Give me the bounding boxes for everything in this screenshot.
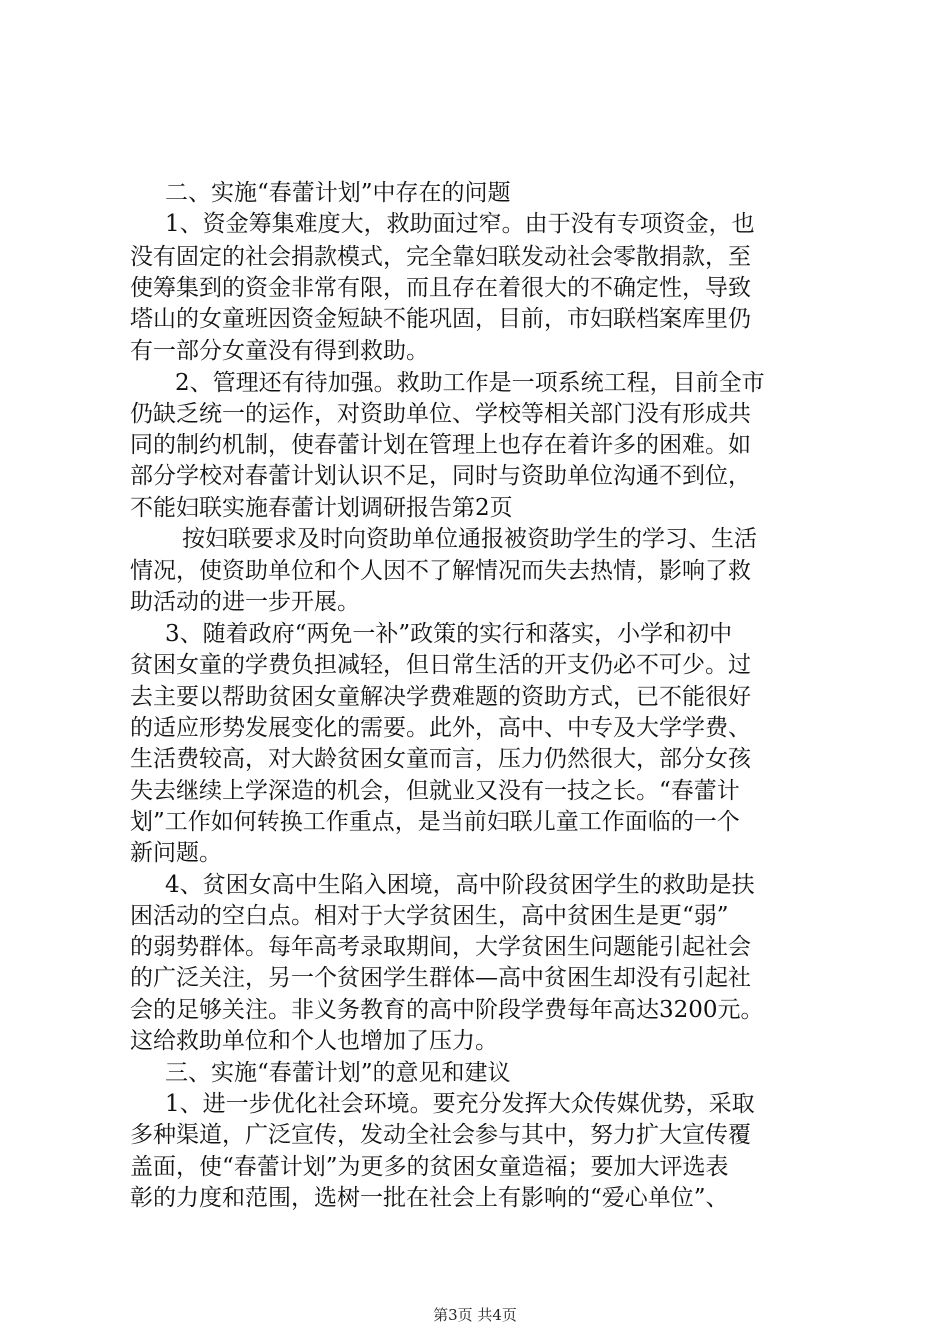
- text-line: [0, 682, 950, 712]
- text-line: [0, 178, 950, 208]
- text-line: [0, 650, 950, 680]
- text-line: [0, 1058, 950, 1088]
- text-line-content: 4、贫困女高中生陷入困境，高中阶段贫困学生的救助是扶: [165, 872, 755, 898]
- text-line-content: 生活费较高，对大龄贫困女童而言，压力仍然很大，部分女孩: [130, 746, 751, 772]
- text-line-content: 2、管理还有待加强。救助工作是一项系统工程，目前全市: [175, 370, 765, 396]
- text-line-content: 情况，使资助单位和个人因不了解情况而失去热情，影响了救: [130, 558, 751, 584]
- text-line-content: 塔山的女童班因资金短缺不能巩固，目前，市妇联档案库里仍: [130, 306, 751, 332]
- text-line: [0, 870, 950, 900]
- text-line-content: 失去继续上学深造的机会，但就业又没有一技之长。“春蕾计: [130, 778, 740, 804]
- text-line-content: 按妇联要求及时向资助单位通报被资助学生的学习、生活: [182, 526, 757, 552]
- text-line: [0, 556, 950, 586]
- text-line: [0, 932, 950, 962]
- text-line-content: 贫困女童的学费负担减轻，但日常生活的开支仍必不可少。过: [130, 652, 751, 678]
- text-line: [0, 744, 950, 774]
- text-line-content: 使筹集到的资金非常有限，而且存在着很大的不确定性，导致: [130, 275, 751, 301]
- text-line-content: 盖面，使“春蕾计划”为更多的贫困女童造福；要加大评选表: [130, 1154, 729, 1180]
- text-line: [0, 1120, 950, 1150]
- text-line-content: 三、实施“春蕾计划”的意见和建议: [165, 1060, 511, 1086]
- text-line-content: 困活动的空白点。相对于大学贫困生，高中贫困生是更“弱”: [130, 903, 729, 929]
- text-line: [0, 209, 950, 239]
- text-line: [0, 713, 950, 743]
- text-line-content: 部分学校对春蕾计划认识不足，同时与资助单位沟通不到位，: [130, 463, 751, 489]
- text-line-content: 划”工作如何转换工作重点，是当前妇联儿童工作面临的一个: [130, 809, 740, 835]
- text-line-content: 的适应形势发展变化的需要。此外，高中、中专及大学学费、: [130, 715, 751, 741]
- text-line-content: 1、资金筹集难度大，救助面过窄。由于没有专项资金，也: [165, 211, 755, 237]
- text-line-content: 二、实施“春蕾计划”中存在的问题: [165, 180, 511, 206]
- text-line: [0, 304, 950, 334]
- text-line: [0, 807, 950, 837]
- text-line: [0, 963, 950, 993]
- text-line: [0, 524, 950, 554]
- text-line: [0, 242, 950, 272]
- text-line: [0, 776, 950, 806]
- text-line: [0, 1089, 950, 1119]
- text-line: [0, 336, 950, 366]
- text-line: [0, 430, 950, 460]
- text-line-content: 不能妇联实施春蕾计划调研报告第2页: [130, 495, 513, 521]
- text-line-content: 的弱势群体。每年高考录取期间，大学贫困生问题能引起社会: [130, 934, 751, 960]
- text-line: [0, 1026, 950, 1056]
- text-line: [0, 368, 950, 398]
- text-line: [0, 995, 950, 1025]
- text-line-content: 多种渠道，广泛宣传，发动全社会参与其中，努力扩大宣传覆: [130, 1122, 751, 1148]
- text-line: [0, 619, 950, 649]
- text-line-content: 的广泛关注，另一个贫困学生群体—高中贫困生却没有引起社: [130, 965, 751, 991]
- text-line: [0, 838, 950, 868]
- text-line-content: 助活动的进一步开展。: [130, 589, 360, 615]
- text-line: [0, 273, 950, 303]
- text-line: [0, 461, 950, 491]
- text-line: [0, 399, 950, 429]
- text-line: [0, 587, 950, 617]
- text-line-content: 彰的力度和范围，选树一批在社会上有影响的“爱心单位”、: [130, 1185, 729, 1211]
- text-line-content: 没有固定的社会捐款模式，完全靠妇联发动社会零散捐款，至: [130, 244, 751, 270]
- text-line-content: 这给救助单位和个人也增加了压力。: [130, 1028, 498, 1054]
- text-line-content: 3、随着政府“两免一补”政策的实行和落实，小学和初中: [165, 621, 733, 647]
- text-line-content: 仍缺乏统一的运作，对资助单位、学校等相关部门没有形成共: [130, 401, 751, 427]
- text-line-content: 去主要以帮助贫困女童解决学费难题的资助方式，已不能很好: [130, 684, 751, 710]
- text-line: [0, 901, 950, 931]
- text-line: [0, 493, 950, 523]
- text-line-content: 同的制约机制，使春蕾计划在管理上也存在着许多的困难。如: [130, 432, 751, 458]
- text-line-content: 会的足够关注。非义务教育的高中阶段学费每年高达3200元。: [130, 997, 764, 1023]
- text-line-content: 有一部分女童没有得到救助。: [130, 338, 429, 364]
- text-line: [0, 1183, 950, 1213]
- page-footer: 第3页 共4页: [433, 1306, 517, 1324]
- text-line-content: 1、进一步优化社会环境。要充分发挥大众传媒优势，采取: [165, 1091, 755, 1117]
- text-line-content: 新问题。: [130, 840, 222, 866]
- text-line: [0, 1152, 950, 1182]
